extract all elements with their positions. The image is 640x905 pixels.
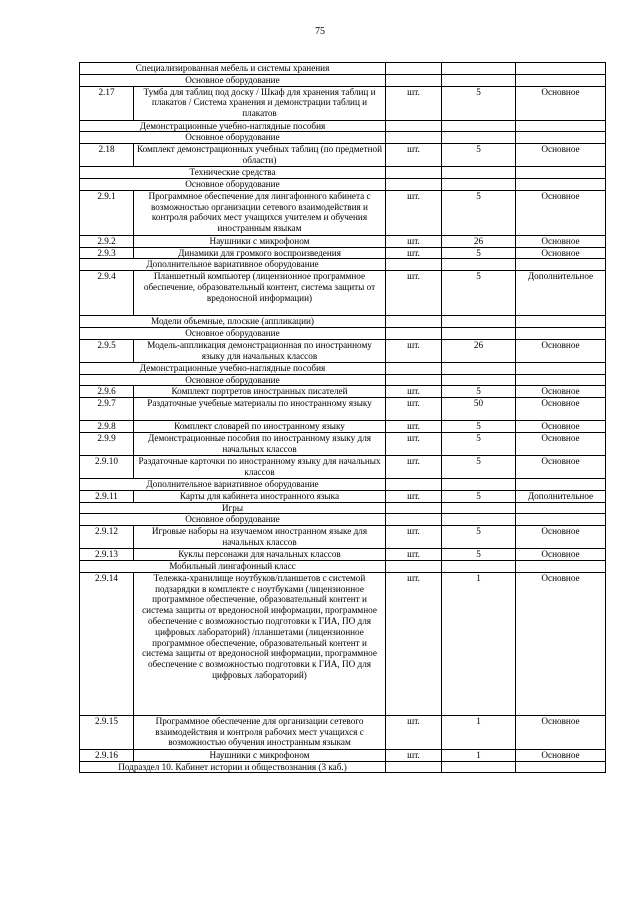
item-quantity: 1 (442, 749, 516, 761)
section-title: Модели объемные, плоские (аппликации) (80, 316, 386, 328)
section-row (80, 63, 606, 75)
item-quantity: 5 (442, 144, 516, 167)
item-number: 2.9.12 (80, 526, 134, 549)
item-quantity: 5 (442, 247, 516, 259)
item-name: Программное обеспечение для лингафонного кабинета с возможностью организации сетевого взаимодействия и контроля рабочих мест учащихся учителем и обучения иностранным языкам (134, 190, 386, 235)
empty-cell (386, 316, 442, 328)
section-row (80, 120, 606, 132)
item-name: Наушники с микрофоном (134, 235, 386, 247)
equipment-table (79, 62, 606, 773)
item-unit: шт. (386, 526, 442, 549)
item-name: Раздаточные учебные материалы по иностранному языку (134, 398, 386, 421)
empty-cell (442, 362, 516, 374)
table-row (80, 455, 606, 478)
item-name: Модель-аппликация демонстрационная по иностранному языку для начальных классов (134, 339, 386, 362)
item-unit: шт. (386, 749, 442, 761)
item-quantity: 5 (442, 86, 516, 120)
item-quantity: 5 (442, 526, 516, 549)
section-title: Основное оборудование (80, 132, 386, 144)
item-name: Демонстрационные пособия по иностранному языку для начальных классов (134, 432, 386, 455)
table-row (80, 190, 606, 235)
item-kind: Основное (516, 398, 606, 421)
item-unit: шт. (386, 549, 442, 561)
item-number: 2.9.6 (80, 386, 134, 398)
item-quantity: 1 (442, 715, 516, 749)
section-title: Специализированная мебель и системы хранения (80, 63, 386, 75)
item-name: Комплект портретов иностранных писателей (134, 386, 386, 398)
item-quantity: 5 (442, 386, 516, 398)
item-kind: Дополнительное (516, 490, 606, 502)
item-unit: шт. (386, 386, 442, 398)
item-quantity: 5 (442, 490, 516, 502)
empty-cell (442, 761, 516, 773)
item-name: Тумба для таблиц под доску / Шкаф для хранения таблиц и плакатов / Система хранения и демонстрации таблиц и плакатов (134, 86, 386, 120)
empty-cell (442, 120, 516, 132)
empty-cell (442, 478, 516, 490)
item-kind: Основное (516, 715, 606, 749)
equipment-table-body (80, 63, 606, 773)
empty-cell (516, 761, 606, 773)
section-title: Дополнительное вариативное оборудование (80, 259, 386, 271)
item-quantity: 26 (442, 235, 516, 247)
item-number: 2.9.5 (80, 339, 134, 362)
section-row (80, 178, 606, 190)
item-quantity: 5 (442, 271, 516, 316)
empty-cell (442, 132, 516, 144)
empty-cell (442, 316, 516, 328)
empty-cell (442, 167, 516, 179)
item-number: 2.9.3 (80, 247, 134, 259)
item-kind: Основное (516, 339, 606, 362)
item-kind: Основное (516, 526, 606, 549)
table-row (80, 144, 606, 167)
empty-cell (442, 178, 516, 190)
item-kind: Основное (516, 86, 606, 120)
section-title: Технические средства (80, 167, 386, 179)
section-row (80, 316, 606, 328)
section-row (80, 502, 606, 514)
item-number: 2.9.10 (80, 455, 134, 478)
section-row (80, 374, 606, 386)
item-unit: шт. (386, 339, 442, 362)
empty-cell (516, 63, 606, 75)
table-row (80, 271, 606, 316)
item-unit: шт. (386, 572, 442, 715)
empty-cell (516, 316, 606, 328)
item-unit: шт. (386, 490, 442, 502)
section-row (80, 132, 606, 144)
section-title: Демонстрационные учебно-наглядные пособия (80, 362, 386, 374)
item-quantity: 26 (442, 339, 516, 362)
section-title: Основное оборудование (80, 178, 386, 190)
empty-cell (386, 514, 442, 526)
empty-cell (442, 374, 516, 386)
table-row (80, 526, 606, 549)
table-row (80, 432, 606, 455)
item-number: 2.18 (80, 144, 134, 167)
empty-cell (516, 259, 606, 271)
section-title: Игры (80, 502, 386, 514)
table-row (80, 421, 606, 433)
empty-cell (386, 374, 442, 386)
empty-cell (442, 327, 516, 339)
table-row (80, 247, 606, 259)
empty-cell (442, 74, 516, 86)
empty-cell (386, 478, 442, 490)
item-unit: шт. (386, 247, 442, 259)
table-row (80, 339, 606, 362)
item-quantity: 5 (442, 455, 516, 478)
empty-cell (386, 362, 442, 374)
item-number: 2.9.1 (80, 190, 134, 235)
section-row (80, 74, 606, 86)
empty-cell (442, 259, 516, 271)
item-number: 2.9.16 (80, 749, 134, 761)
empty-cell (516, 120, 606, 132)
empty-cell (442, 514, 516, 526)
item-number: 2.9.14 (80, 572, 134, 715)
item-number: 2.9.8 (80, 421, 134, 433)
item-kind: Дополнительное (516, 271, 606, 316)
item-name: Планшетный компьютер (лицензионное программное обеспечение, образовательный контент, система защиты от вредоносной информации) (134, 271, 386, 316)
item-kind: Основное (516, 749, 606, 761)
item-name: Игровые наборы на изучаемом иностранном языке для начальных классов (134, 526, 386, 549)
item-quantity: 5 (442, 190, 516, 235)
item-quantity: 50 (442, 398, 516, 421)
item-kind: Основное (516, 386, 606, 398)
empty-cell (516, 560, 606, 572)
empty-cell (386, 120, 442, 132)
item-unit: шт. (386, 190, 442, 235)
empty-cell (386, 327, 442, 339)
section-title: Основное оборудование (80, 74, 386, 86)
item-kind: Основное (516, 432, 606, 455)
item-name: Тележка-хранилище ноутбуков/планшетов с системой подзарядки в комплекте с ноутбуками (лицензионное программное обеспечение, образовательный контент и система защиты от вредоносной информации, программное обеспечение с возможностью подготовки к ГИА, ПО для цифровых лабораторий) /планшетами (лицензионное программное обеспечение, образовательный контент и система защиты от вредоносной информации, программное обеспечение с возможностью подготовки к ГИА, ПО для цифровых лабораторий) (134, 572, 386, 715)
item-kind: Основное (516, 572, 606, 715)
item-quantity: 5 (442, 432, 516, 455)
item-number: 2.9.2 (80, 235, 134, 247)
item-number: 2.9.15 (80, 715, 134, 749)
item-unit: шт. (386, 398, 442, 421)
table-row (80, 86, 606, 120)
empty-cell (516, 502, 606, 514)
empty-cell (386, 761, 442, 773)
item-kind: Основное (516, 144, 606, 167)
item-number: 2.9.11 (80, 490, 134, 502)
empty-cell (386, 178, 442, 190)
item-name: Куклы персонажи для начальных классов (134, 549, 386, 561)
empty-cell (442, 560, 516, 572)
empty-cell (386, 560, 442, 572)
empty-cell (386, 502, 442, 514)
item-unit: шт. (386, 432, 442, 455)
item-quantity: 5 (442, 549, 516, 561)
item-number: 2.9.4 (80, 271, 134, 316)
section-title: Основное оборудование (80, 327, 386, 339)
section-row (80, 327, 606, 339)
item-kind: Основное (516, 235, 606, 247)
item-quantity: 5 (442, 421, 516, 433)
table-row (80, 749, 606, 761)
empty-cell (386, 63, 442, 75)
empty-cell (516, 132, 606, 144)
empty-cell (516, 374, 606, 386)
item-unit: шт. (386, 86, 442, 120)
item-unit: шт. (386, 235, 442, 247)
table-row (80, 490, 606, 502)
item-name: Программное обеспечение для организации сетевого взаимодействия и контроля рабочих мест учащихся с возможностью обучения иностранным языкам (134, 715, 386, 749)
table-row (80, 386, 606, 398)
item-name: Комплект словарей по иностранному языку (134, 421, 386, 433)
empty-cell (516, 178, 606, 190)
item-name: Карты для кабинета иностранного языка (134, 490, 386, 502)
empty-cell (516, 74, 606, 86)
empty-cell (442, 502, 516, 514)
empty-cell (516, 167, 606, 179)
empty-cell (386, 167, 442, 179)
section-row (80, 560, 606, 572)
item-number: 2.9.9 (80, 432, 134, 455)
page-number: 75 (315, 26, 325, 37)
item-unit: шт. (386, 144, 442, 167)
section-title: Основное оборудование (80, 374, 386, 386)
item-name: Раздаточные карточки по иностранному языку для начальных классов (134, 455, 386, 478)
item-kind: Основное (516, 549, 606, 561)
empty-cell (386, 132, 442, 144)
item-unit: шт. (386, 455, 442, 478)
empty-cell (516, 327, 606, 339)
section-row (80, 259, 606, 271)
empty-cell (516, 362, 606, 374)
item-name: Комплект демонстрационных учебных таблиц (по предметной области) (134, 144, 386, 167)
empty-cell (386, 74, 442, 86)
section-row (80, 362, 606, 374)
section-title: Основное оборудование (80, 514, 386, 526)
section-row (80, 167, 606, 179)
empty-cell (386, 259, 442, 271)
item-number: 2.9.7 (80, 398, 134, 421)
item-unit: шт. (386, 271, 442, 316)
item-name: Динамики для громкого воспроизведения (134, 247, 386, 259)
section-title: Демонстрационные учебно-наглядные пособия (80, 120, 386, 132)
empty-cell (442, 63, 516, 75)
item-unit: шт. (386, 421, 442, 433)
item-unit: шт. (386, 715, 442, 749)
item-quantity: 1 (442, 572, 516, 715)
item-number: 2.17 (80, 86, 134, 120)
table-row (80, 549, 606, 561)
section-title: Мобильный лингафонный класс (80, 560, 386, 572)
section-row (80, 761, 606, 773)
table-row (80, 572, 606, 715)
section-row (80, 478, 606, 490)
table-row (80, 715, 606, 749)
section-title: Подраздел 10. Кабинет истории и обществознания (3 каб.) (80, 761, 386, 773)
table-row (80, 235, 606, 247)
item-kind: Основное (516, 247, 606, 259)
table-row (80, 398, 606, 421)
section-row (80, 514, 606, 526)
section-title: Дополнительное вариативное оборудование (80, 478, 386, 490)
item-kind: Основное (516, 190, 606, 235)
empty-cell (516, 514, 606, 526)
item-kind: Основное (516, 421, 606, 433)
empty-cell (516, 478, 606, 490)
item-name: Наушники с микрофоном (134, 749, 386, 761)
item-kind: Основное (516, 455, 606, 478)
item-number: 2.9.13 (80, 549, 134, 561)
